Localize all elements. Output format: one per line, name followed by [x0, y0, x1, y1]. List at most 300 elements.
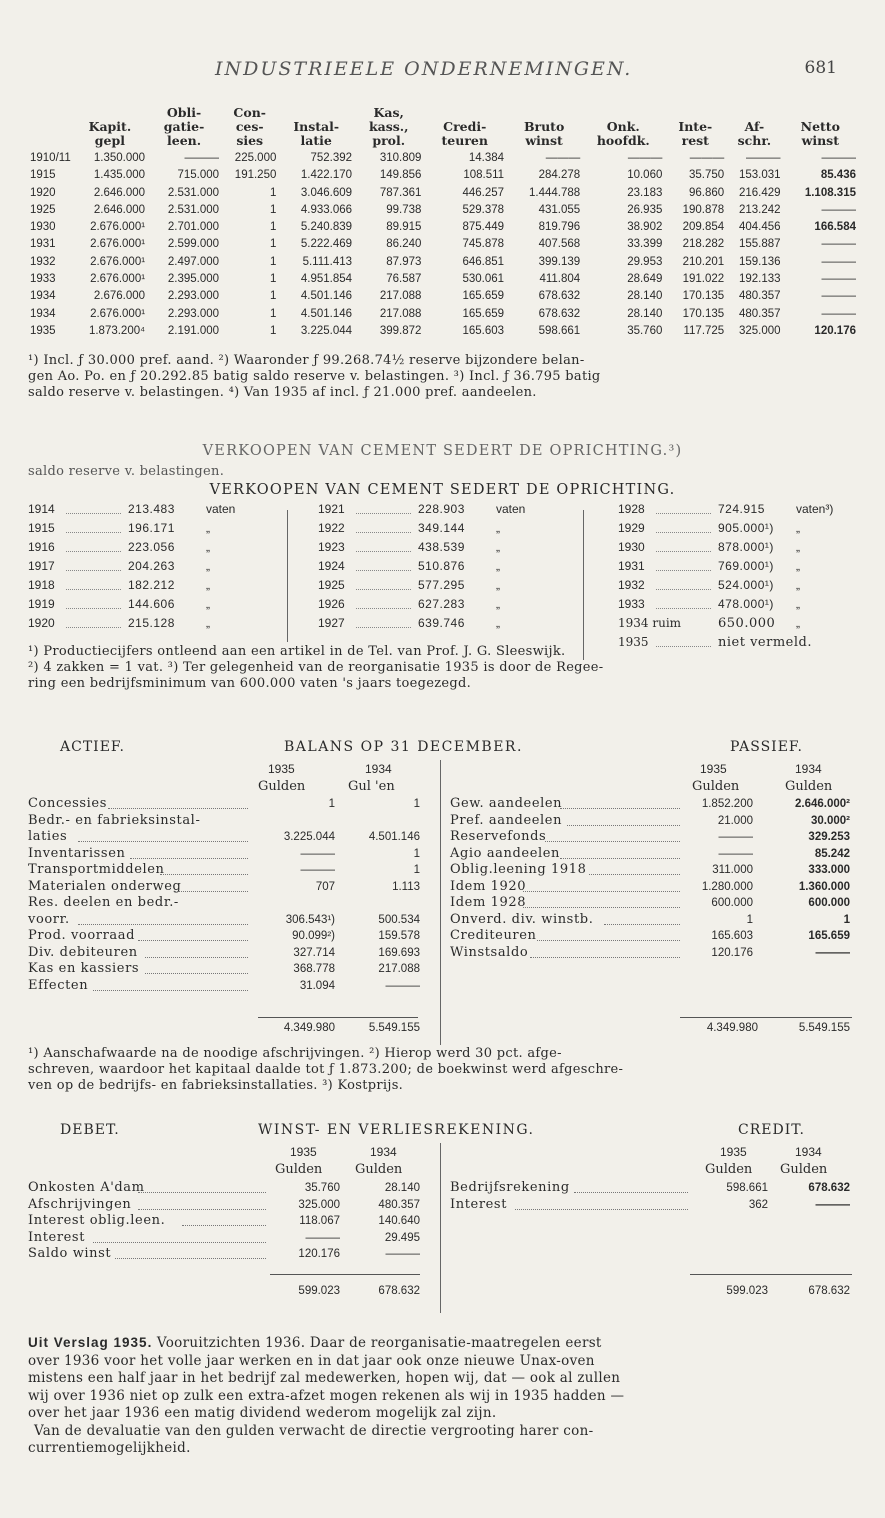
- table-cell: 529.378: [462, 203, 505, 216]
- ledger-row: [450, 796, 860, 813]
- report-text: Van de devaluatie van den gulden verwacht de directie vergrooting harer con-: [34, 1422, 594, 1439]
- list-item: [318, 538, 578, 557]
- sales-unit: „: [796, 578, 800, 592]
- table-cell: 4.951.854: [300, 273, 353, 286]
- report-text: over het jaar 1936 een matig dividend wederom mogelijk zal zijn.: [28, 1405, 497, 1421]
- ledger-value-1934: 85.242: [814, 847, 850, 860]
- table-cell: 2.531.000: [167, 203, 220, 216]
- sales-year: 1922: [318, 521, 345, 535]
- ledger-row: [450, 1180, 860, 1197]
- list-item: [318, 519, 578, 538]
- table-cell: 165.603: [462, 324, 505, 337]
- ledger-row: [28, 895, 428, 912]
- table-cell: 431.055: [538, 203, 581, 216]
- dot-leader: [66, 627, 121, 628]
- list-item: [618, 500, 868, 519]
- table-cell: 530.061: [462, 273, 505, 286]
- table-row: [28, 185, 858, 202]
- footnote-line: ¹) Incl. ƒ 30.000 pref. aand. ²) Waaronder ƒ 99.268.74½ reserve bijzondere belan-: [28, 353, 585, 368]
- sales-value: 524.000¹): [718, 578, 774, 592]
- column-header: Kas,: [373, 105, 404, 120]
- column-header: Kapit. gepl: [88, 119, 132, 148]
- sales-year: 1921: [318, 502, 345, 516]
- unit-header: Gulden: [780, 1162, 828, 1177]
- sales-preface: saldo reserve v. belastingen.: [28, 464, 225, 479]
- column-header: Af- schr.: [737, 119, 772, 148]
- table-cell: 218.282: [682, 238, 725, 251]
- sales-year: 1926: [318, 597, 345, 611]
- ledger-row: [28, 829, 428, 846]
- ledger-value-1934: 1.113: [392, 880, 420, 893]
- table-row: [28, 254, 858, 271]
- section-title: INDUSTRIEELE ONDERNEMINGEN.: [215, 58, 633, 80]
- ledger-value-1934: 159.578: [378, 930, 420, 942]
- ledger-value-1935: 362: [748, 1198, 768, 1211]
- table-row: [28, 219, 858, 236]
- column-header: [28, 106, 73, 120]
- list-item: [28, 519, 278, 538]
- ledger-value-1934: 30.000²: [810, 814, 850, 827]
- dot-leader: [356, 551, 411, 552]
- column-header: kass., prol.: [368, 119, 409, 148]
- list-item: [318, 595, 578, 614]
- column-header: [664, 106, 726, 120]
- sales-value: 349.144: [418, 521, 465, 535]
- ledger-value-1934: 329.253: [808, 831, 850, 843]
- table-cell: ———: [627, 152, 663, 164]
- table-cell: 149.856: [379, 169, 422, 182]
- running-header: [0, 58, 885, 84]
- unit-header: Gulden: [785, 779, 833, 794]
- table-cell: 1: [269, 307, 277, 320]
- ledger-value-1934: 1: [843, 913, 850, 926]
- sales-year: 1931: [618, 559, 645, 573]
- table-cell: 411.804: [539, 273, 581, 286]
- ledger-value-1934: 28.140: [384, 1182, 420, 1194]
- table-row: [28, 167, 858, 184]
- ledger-row: [28, 1230, 428, 1247]
- table-cell: 646.851: [462, 255, 505, 268]
- table-cell: 216.429: [738, 186, 781, 199]
- sales-year: 1918: [28, 578, 55, 592]
- sales-unit: „: [496, 540, 500, 554]
- table-cell: 1910/11: [30, 152, 71, 164]
- sales-unit: vaten: [496, 502, 526, 516]
- sales-unit: „: [496, 578, 500, 592]
- ledger-label: Winstsaldo: [450, 944, 529, 960]
- dot-leader: [356, 513, 411, 514]
- ledger-value-1935: 90.099²): [292, 930, 335, 942]
- dot-leader: [656, 532, 711, 533]
- ledger-value-1935: 325.000: [298, 1198, 340, 1211]
- dot-leader: [93, 1242, 266, 1243]
- ledger-value-1935: 3.225.044: [283, 831, 335, 843]
- table-row: [28, 323, 858, 340]
- sum-rule: [690, 1274, 852, 1275]
- table-cell: ———: [821, 273, 856, 286]
- table-cell: 191.250: [234, 169, 277, 182]
- table-cell: ———: [184, 152, 220, 164]
- sales-unit: vaten: [206, 502, 236, 516]
- table-cell: ———: [821, 238, 856, 251]
- ledger-value-1935: 120.176: [298, 1248, 340, 1260]
- list-item: [618, 519, 868, 538]
- sales-unit: „: [796, 540, 800, 554]
- table-cell: 23.183: [627, 186, 663, 199]
- ledger-value-1935: ———: [300, 847, 335, 860]
- table-cell: 120.176: [814, 324, 856, 337]
- table-cell: 217.088: [379, 307, 422, 320]
- dot-leader: [66, 513, 121, 514]
- table-cell: 1.444.788: [529, 186, 581, 199]
- dot-leader: [356, 532, 411, 533]
- ledger-label: Bedrijfsrekening: [450, 1180, 570, 1195]
- ledger-value-1935: 165.603: [711, 930, 753, 942]
- ledger-row: [28, 1180, 428, 1197]
- table-cell: 170.135: [682, 290, 725, 303]
- list-item: [618, 614, 868, 633]
- table-cell: 225.000: [234, 152, 277, 164]
- ledger-row: [28, 813, 428, 830]
- report-text: mistens een half jaar in het bedrijf zal medewerken, hopen wij, dat — ook al zullen: [28, 1370, 621, 1386]
- list-item: [318, 557, 578, 576]
- unit-header: Gulden: [705, 1162, 753, 1177]
- ledger-value-1934: 678.632: [808, 1182, 850, 1194]
- dot-leader: [66, 608, 121, 609]
- ledger-value-1934: 217.088: [378, 963, 420, 975]
- ledger-value-1935: 598.661: [726, 1182, 768, 1194]
- sales-year: 1924: [318, 559, 345, 573]
- ledger-value-1934: 29.495: [384, 1231, 420, 1244]
- footnote-line: ¹) Aanschafwaarde na de noodige afschrijvingen. ²) Hierop werd 30 pct. afge-: [28, 1046, 562, 1061]
- dot-leader: [656, 570, 711, 571]
- table-cell: 752.392: [310, 152, 353, 164]
- ledger-value-1934: 1: [413, 864, 420, 876]
- list-item: [618, 557, 868, 576]
- table-cell: 170.135: [682, 307, 725, 320]
- column-divider: [583, 510, 584, 660]
- list-item: [28, 576, 278, 595]
- ledger-value-1935: 120.176: [711, 946, 753, 959]
- table-cell: 284.278: [538, 169, 581, 182]
- dot-leader: [523, 907, 680, 908]
- sales-year: 1927: [318, 616, 345, 630]
- ledger-row: [450, 846, 860, 863]
- list-item: [28, 538, 278, 557]
- table-cell: 325.000: [738, 324, 781, 337]
- table-cell: 310.809: [379, 152, 422, 164]
- ledger-value-1935: 707: [315, 880, 335, 893]
- table-cell: 787.361: [379, 186, 422, 199]
- sales-unit: „: [496, 616, 500, 630]
- sales-value: 478.000¹): [718, 597, 774, 611]
- table-row: [28, 150, 858, 167]
- table-cell: 165.659: [462, 307, 505, 320]
- table-cell: 153.031: [738, 169, 781, 182]
- total-passief-1935: 4.349.980: [706, 1022, 758, 1034]
- ledger-value-1935: 306.543¹): [285, 913, 335, 926]
- table-cell: 1934: [30, 290, 56, 303]
- list-item: [318, 576, 578, 595]
- table-cell: 5.222.469: [300, 238, 353, 251]
- year-header: 1935: [700, 762, 727, 776]
- table-cell: 3.046.609: [300, 186, 353, 199]
- ledger-value-1934: 1: [413, 847, 420, 860]
- dot-leader: [108, 808, 248, 809]
- column-header: [726, 106, 782, 120]
- ledger-value-1935: ———: [718, 831, 753, 843]
- dot-leader: [78, 841, 248, 842]
- sales-value: 204.263: [128, 559, 175, 573]
- ledger-value-1935: 311.000: [712, 864, 753, 876]
- total-credit-1935: 599.023: [726, 1285, 768, 1297]
- table-cell: 38.902: [627, 221, 663, 234]
- table-cell: 2.701.000: [167, 221, 220, 234]
- dot-leader: [356, 608, 411, 609]
- dot-leader: [130, 858, 248, 859]
- ledger-value-1935: ———: [305, 1231, 340, 1244]
- ledger-label: Interest: [450, 1196, 508, 1212]
- total-debet-1934: 678.632: [378, 1285, 420, 1297]
- ledger-value-1935: 21.000: [717, 814, 753, 827]
- sales-value: 650.000: [718, 616, 776, 631]
- column-header: [28, 120, 73, 150]
- table-cell: 1: [269, 255, 277, 268]
- column-header: Inte- rest: [678, 119, 713, 148]
- list-item: [618, 576, 868, 595]
- sales-unit: vaten³): [796, 502, 834, 516]
- balance-title: BALANS OP 31 DECEMBER.: [284, 739, 523, 755]
- table-cell: 165.659: [462, 290, 505, 303]
- ledger-value-1934: 140.640: [378, 1215, 420, 1227]
- sales-unit: „: [206, 597, 210, 611]
- sales-year: 1928: [618, 502, 645, 516]
- ledger-label: Idem 1920: [450, 878, 527, 894]
- list-item: [28, 557, 278, 576]
- ledger-label: Reservefonds: [450, 829, 547, 844]
- table-cell: 87.973: [386, 255, 422, 268]
- column-header: [278, 106, 354, 120]
- table-cell: 1: [269, 221, 277, 234]
- unit-header: Gulden: [258, 779, 306, 794]
- table-cell: 2.395.000: [167, 273, 220, 286]
- total-actief-1934: 5.549.155: [368, 1022, 420, 1034]
- table-cell: 28.140: [627, 290, 663, 303]
- footnote-line: ¹) Productiecijfers ontleend aan een artikel in de Tel. van Prof. J. G. Sleeswijk.: [28, 644, 566, 659]
- list-item: [618, 595, 868, 614]
- sales-value: 144.606: [128, 597, 175, 611]
- table-cell: 1: [269, 238, 277, 251]
- table-cell: 1: [269, 290, 277, 303]
- table-cell: 1920: [30, 186, 56, 199]
- table-row: [28, 236, 858, 253]
- column-header: ces- sies: [235, 119, 264, 148]
- column-divider: [287, 510, 288, 642]
- ledger-value-1934: 480.357: [378, 1198, 420, 1211]
- ledger-row: [28, 1213, 428, 1230]
- ledger-row: [450, 862, 860, 879]
- ledger-value-1934: 600.000: [808, 897, 850, 909]
- footnotes-sales: [28, 644, 864, 692]
- list-item: [28, 500, 278, 519]
- ledger-label: Interest oblig.leen.: [28, 1213, 166, 1228]
- sales-year: 1917: [28, 559, 55, 573]
- table-cell: 76.587: [386, 273, 422, 286]
- table-cell: 2.646.000: [93, 186, 146, 199]
- sum-rule: [680, 1017, 852, 1018]
- table-cell: 2.191.000: [167, 324, 220, 337]
- table-cell: 4.501.146: [300, 290, 353, 303]
- table-cell: 14.384: [468, 152, 505, 164]
- ledger-row: [28, 928, 428, 945]
- table-cell: 715.000: [177, 169, 220, 182]
- ledger-value-1934: 500.534: [378, 913, 420, 926]
- sales-value: 196.171: [128, 521, 175, 535]
- table-cell: 89.915: [386, 221, 422, 234]
- table-cell: 159.136: [738, 255, 781, 268]
- dot-leader: [560, 808, 680, 809]
- sales-value: 223.056: [128, 540, 175, 554]
- table-cell: 1.873.200⁴: [88, 324, 146, 337]
- debet-title: DEBET.: [60, 1122, 120, 1138]
- column-header: Netto winst: [800, 119, 840, 148]
- sales-value: 510.876: [418, 559, 465, 573]
- table-cell: 399.872: [379, 324, 422, 337]
- sales-unit: „: [496, 559, 500, 573]
- report-text: over 1936 voor het volle jaar werken en in dat jaar ook onze nieuwe Unax-oven: [28, 1352, 595, 1369]
- ledger-label: Kas en kassiers: [28, 961, 140, 976]
- ledger-label: Interest: [28, 1229, 86, 1245]
- dot-leader: [656, 589, 711, 590]
- table-cell: 1.108.315: [804, 186, 856, 199]
- ledger-label: voorr.: [28, 911, 70, 927]
- ledger-value-1934: ———: [815, 1198, 850, 1211]
- ledger-row: [450, 1197, 860, 1214]
- sales-unit: „: [206, 559, 210, 573]
- table-cell: 399.139: [538, 255, 581, 268]
- dot-leader: [138, 940, 248, 941]
- sales-unit: „: [796, 616, 800, 630]
- column-header: Onk. hoofdk.: [596, 119, 650, 148]
- table-cell: ———: [821, 307, 856, 320]
- dot-leader: [656, 608, 711, 609]
- table-cell: 819.796: [538, 221, 581, 234]
- table-cell: 1931: [30, 238, 56, 251]
- table-cell: ———: [821, 290, 856, 303]
- ledger-row: [28, 846, 428, 863]
- sales-value: 724.915: [718, 502, 765, 516]
- year-header: 1934: [365, 762, 392, 776]
- ledger-value-1935: 600.000: [711, 897, 753, 909]
- table-cell: 407.568: [538, 238, 581, 251]
- sales-year: 1934 ruim: [618, 616, 682, 630]
- dot-leader: [537, 940, 680, 941]
- table-cell: ———: [821, 203, 856, 216]
- ledger-value-1935: 31.094: [299, 979, 335, 992]
- table-cell: 10.060: [627, 169, 663, 182]
- table-cell: 2.676.000¹: [90, 307, 146, 320]
- financial-history-table: [28, 106, 858, 340]
- table-cell: 5.111.413: [302, 255, 353, 268]
- dot-leader: [356, 570, 411, 571]
- table-cell: 28.649: [627, 273, 663, 286]
- ledger-label: Onkosten A'dam: [28, 1180, 145, 1195]
- sales-year: 1916: [28, 540, 55, 554]
- dot-leader: [560, 858, 680, 859]
- dot-leader: [545, 841, 680, 842]
- table-cell: 404.456: [738, 221, 781, 234]
- report-text: currentiemogelijkheid.: [28, 1440, 191, 1456]
- table-cell: 1: [269, 273, 277, 286]
- sales-value: 905.000¹): [718, 521, 774, 535]
- ledger-value-1934: ———: [815, 946, 850, 959]
- ledger-label: Oblig.leening 1918: [450, 862, 587, 877]
- table-cell: 2.531.000: [167, 186, 220, 199]
- table-cell: 2.293.000: [167, 307, 220, 320]
- ledger-value-1935: 1: [328, 798, 335, 810]
- footnotes-balance: [28, 1046, 864, 1094]
- table-cell: 446.257: [462, 186, 505, 199]
- table-cell: ———: [821, 152, 856, 164]
- table-cell: 678.632: [538, 307, 581, 320]
- sales-unit: „: [796, 597, 800, 611]
- table-cell: ———: [746, 152, 781, 164]
- ledger-value-1935: 327.714: [293, 946, 335, 959]
- table-cell: 5.240.839: [300, 221, 353, 234]
- dot-leader: [356, 627, 411, 628]
- ledger-label: Saldo winst: [28, 1246, 112, 1261]
- sales-unit: „: [796, 559, 800, 573]
- table-cell: 678.632: [538, 290, 581, 303]
- table-cell: 2.676.000¹: [90, 221, 146, 234]
- report-text: wij over 1936 niet op zulk een extra-afzet mogen rekenen als wij in 1935 hadden —: [28, 1387, 625, 1404]
- table-cell: 35.750: [689, 169, 725, 182]
- dot-leader: [656, 513, 711, 514]
- sales-year: 1929: [618, 521, 645, 535]
- table-cell: 2.676.000¹: [90, 273, 146, 286]
- ledger-label: Transportmiddelen: [28, 862, 165, 877]
- table-cell: 1.435.000: [93, 169, 146, 182]
- dot-leader: [138, 1209, 266, 1210]
- ledger-value-1934: 1.360.000: [798, 880, 850, 893]
- table-cell: 108.511: [463, 169, 505, 182]
- sales-unit: „: [796, 521, 800, 535]
- ledger-label: Agio aandeelen: [450, 845, 561, 861]
- table-cell: 598.661: [538, 324, 581, 337]
- year-header: 1934: [795, 762, 822, 776]
- ledger-row: [450, 829, 860, 846]
- footnotes-table1: [28, 353, 864, 401]
- dot-leader: [66, 532, 121, 533]
- table-cell: 875.449: [462, 221, 505, 234]
- sales-value: 627.283: [418, 597, 465, 611]
- column-header: [582, 106, 664, 120]
- table-cell: 745.878: [462, 238, 505, 251]
- sales-year: 1932: [618, 578, 645, 592]
- table-cell: 4.933.066: [300, 203, 353, 216]
- year-header: 1935: [290, 1145, 317, 1159]
- unit-header: Gulden: [692, 779, 740, 794]
- table-cell: 1.422.170: [300, 169, 353, 182]
- dot-leader: [78, 924, 248, 925]
- sales-year: 1923: [318, 540, 345, 554]
- dot-leader: [656, 551, 711, 552]
- ledger-value-1934: 333.000: [808, 864, 850, 876]
- list-item: [618, 538, 868, 557]
- table-cell: 166.584: [814, 221, 856, 234]
- list-item: [28, 595, 278, 614]
- table-cell: 217.088: [379, 290, 422, 303]
